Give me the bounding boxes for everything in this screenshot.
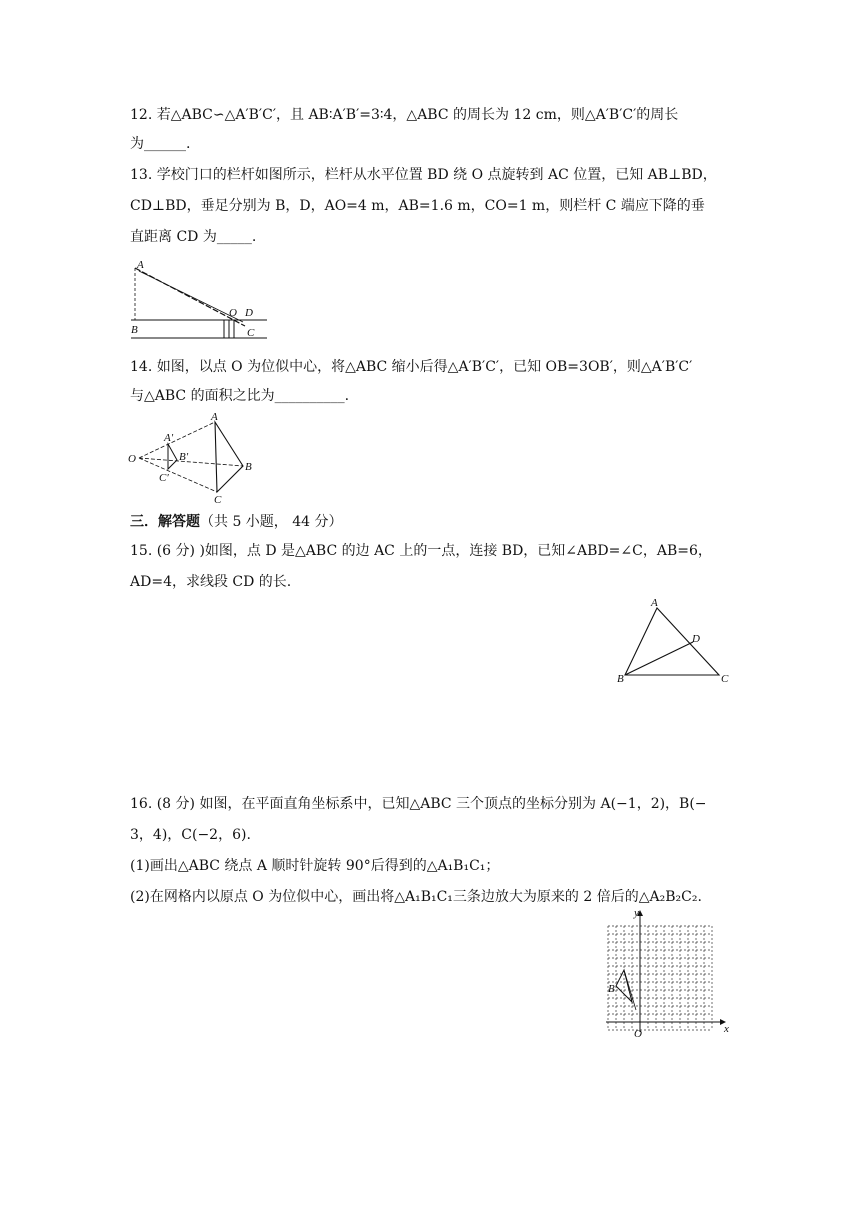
q13-label-o: O — [229, 307, 237, 319]
q13-label-a: A — [137, 259, 144, 271]
q16-grid-figure — [602, 908, 734, 1040]
q14-label-c: C — [214, 494, 222, 506]
q16-grid-lines — [608, 926, 712, 1030]
q13-line3: 直距离 CD 为_____. — [130, 229, 257, 245]
q16-label-o: O — [634, 1028, 642, 1040]
q12-line2: 为______. — [130, 136, 191, 152]
q16-line1: 16. (8 分) 如图，在平面直角坐标系中，已知△ABC 三个顶点的坐标分别为 A(−1，2)，B(− — [130, 796, 707, 812]
q12-line1: 12. 若△ABC∽△A′B′C′，且 AB∶A′B′=3∶4，△ABC 的周长为 12 cm，则△A′B′C′的周长 — [130, 107, 679, 123]
q14-label-a1: A′ — [164, 432, 174, 444]
q13-label-d: D — [245, 307, 253, 319]
q13-label-b: B — [131, 324, 138, 336]
q13-label-c: C — [247, 327, 255, 339]
section3-heading — [130, 512, 343, 532]
q15-label-a: A — [651, 597, 658, 609]
q14-label-o: O — [128, 453, 136, 465]
q14-figure — [125, 410, 265, 505]
q13-line1: 13. 学校门口的栏杆如图所示，栏杆从水平位置 BD 绕 O 点旋转到 AC 位置，已知 AB⊥BD， — [130, 167, 717, 183]
q15-label-b: B — [617, 673, 624, 685]
q14-label-c1: C′ — [159, 472, 169, 484]
q15-label-c: C — [721, 673, 729, 685]
section3-title: 三．解答题 — [130, 514, 200, 530]
q13-figure — [125, 258, 275, 348]
q15-line2: AD=4，求线段 CD 的长. — [130, 574, 292, 590]
q16-label-y: y — [634, 907, 639, 919]
q16-label-x: x — [724, 1023, 729, 1035]
q16-label-b: B — [608, 983, 615, 995]
q14-label-b: B — [245, 461, 252, 473]
q14-line1: 14. 如图，以点 O 为位似中心，将△ABC 缩小后得△A′B′C′，已知 OB=3OB′，则△A′B′C′ — [130, 359, 693, 375]
q14-label-b1: B′ — [179, 451, 189, 463]
q16-line3: (1)画出△ABC 绕点 A 顺时针旋转 90°后得到的△A₁B₁C₁； — [130, 858, 500, 874]
q16-line2: 3，4)，C(−2，6). — [130, 827, 251, 843]
q13-line2: CD⊥BD，垂足分别为 B，D，AO=4 m，AB=1.6 m，CO=1 m，则栏杆 C 端应下降的垂 — [130, 198, 705, 214]
q16-line4: (2)在网格内以原点 O 为位似中心，画出将△A₁B₁C₁三条边放大为原来的 2 倍后的△A₂B₂C₂. — [130, 889, 702, 905]
q15-line1: 15. (6 分) )如图，点 D 是△ABC 的边 AC 上的一点，连接 BD，已知∠ABD=∠C，AB=6， — [130, 543, 712, 559]
q15-figure — [615, 592, 740, 687]
q14-line2: 与△ABC 的面积之比为__________. — [130, 388, 350, 404]
q14-label-a: A — [211, 411, 218, 423]
q15-label-d: D — [692, 633, 700, 645]
section3-note: （共 5 小题， 44 分） — [200, 514, 343, 530]
